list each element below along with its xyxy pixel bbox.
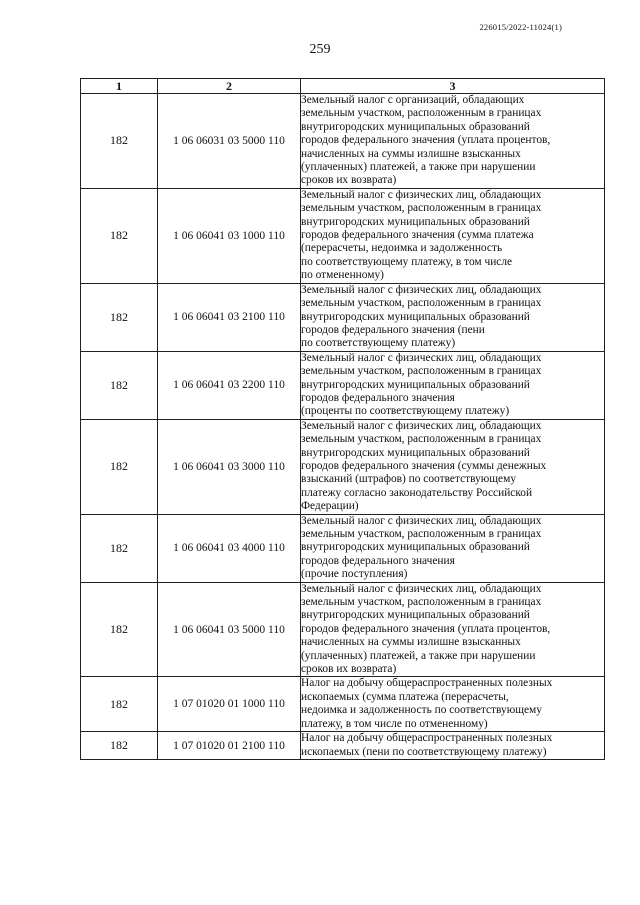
description-line: городов федерального значения <box>301 554 455 567</box>
table-row <box>81 419 605 514</box>
description-line: Налог на добычу общераспространенных полезных <box>301 732 553 745</box>
revenue-description-cell <box>301 351 605 419</box>
description-line: платежу, в том числе по отмененному) <box>301 717 488 730</box>
admin-code-cell: 182 <box>81 188 158 283</box>
description-line: земельным участком, расположенным в границах <box>301 433 542 446</box>
description-line: (прочие поступления) <box>301 568 408 581</box>
description-line: Земельный налог с физических лиц, обладающих <box>301 283 542 296</box>
admin-code-cell: 182 <box>81 94 158 189</box>
description-line: по соответствующему платежу, в том числе <box>301 255 513 268</box>
revenue-description-cell <box>301 94 605 189</box>
admin-code-cell: 182 <box>81 419 158 514</box>
description-line: сроков их возврата) <box>301 663 397 676</box>
description-line: Налог на добычу общераспространенных полезных <box>301 677 553 690</box>
column-header-3: 3 <box>301 79 605 94</box>
revenue-description-cell <box>301 283 605 351</box>
description-line: платежу согласно законодательству Российской <box>301 486 533 499</box>
description-line: Земельный налог с физических лиц, обладающих <box>301 351 542 364</box>
description-line: по соответствующему платежу) <box>301 337 456 350</box>
description-line: городов федерального значения (уплата процентов, <box>301 134 551 147</box>
description-line: Земельный налог с физических лиц, обладающих <box>301 514 542 527</box>
description-line: взысканий (штрафов) по соответствующему <box>301 473 517 486</box>
description-line: земельным участком, расположенным в границах <box>301 107 542 120</box>
description-line: ископаемых (сумма платежа (перерасчеты, <box>301 690 509 703</box>
column-header-2: 2 <box>158 79 301 94</box>
description-line: городов федерального значения <box>301 391 455 404</box>
table-row <box>81 351 605 419</box>
budget-classification-code-cell: 1 06 06041 03 2200 110 <box>158 351 301 419</box>
description-line: Земельный налог с физических лиц, обладающих <box>301 188 542 201</box>
column-header-1: 1 <box>81 79 158 94</box>
revenue-description-cell <box>301 732 605 760</box>
description-line: (перерасчеты, недоимка и задолженность <box>301 242 503 255</box>
page-number: 259 <box>309 42 331 57</box>
revenue-description-cell <box>301 582 605 677</box>
description-line: (уплаченных) платежей, а также при нарушении <box>301 161 536 174</box>
description-line: ископаемых (пени по соответствующему платежу) <box>301 745 547 758</box>
description-line: земельным участком, расположенным в границах <box>301 365 542 378</box>
description-line: земельным участком, расположенным в границах <box>301 528 542 540</box>
budget-codes-table <box>80 78 605 760</box>
table-row <box>81 677 605 732</box>
table-row <box>81 514 605 582</box>
description-line: внутригородских муниципальных образований <box>301 310 530 323</box>
description-line: городов федерального значения (пени <box>301 323 485 336</box>
description-line: недоимка и задолженность по соответствующему <box>301 704 542 717</box>
admin-code-cell: 182 <box>81 514 158 582</box>
description-line: городов федерального значения (суммы денежных <box>301 459 547 472</box>
description-line: сроков их возврата) <box>301 174 397 187</box>
table-row <box>81 283 605 351</box>
description-line: внутригородских муниципальных образований <box>301 446 530 459</box>
budget-classification-code-cell: 1 06 06041 03 3000 110 <box>158 419 301 514</box>
revenue-description-cell <box>301 419 605 514</box>
document-number: 226015/2022-11024(1) <box>479 22 562 32</box>
table-row <box>81 732 605 760</box>
description-line: земельным участком, расположенным в границах <box>301 596 542 609</box>
description-line: внутригородских муниципальных образований <box>301 541 530 554</box>
budget-classification-code-cell: 1 07 01020 01 2100 110 <box>158 732 301 760</box>
description-line: внутригородских муниципальных образований <box>301 120 530 133</box>
description-line: по отмененному) <box>301 269 384 282</box>
description-line: городов федерального значения (сумма платежа <box>301 229 534 242</box>
description-line: земельным участком, расположенным в границах <box>301 297 542 310</box>
revenue-description-cell <box>301 188 605 283</box>
admin-code-cell: 182 <box>81 283 158 351</box>
admin-code-cell: 182 <box>81 582 158 677</box>
budget-classification-code-cell: 1 06 06041 03 5000 110 <box>158 582 301 677</box>
table-row <box>81 582 605 677</box>
description-line: Земельный налог с физических лиц, обладающих <box>301 419 542 432</box>
budget-classification-code-cell: 1 06 06041 03 2100 110 <box>158 283 301 351</box>
description-line: Земельный налог с физических лиц, обладающих <box>301 582 542 595</box>
budget-classification-code-cell: 1 06 06031 03 5000 110 <box>158 94 301 189</box>
admin-code-cell: 182 <box>81 732 158 760</box>
description-line: начисленных на суммы излишне взысканных <box>301 147 521 160</box>
revenue-description-cell <box>301 677 605 732</box>
description-line: внутригородских муниципальных образований <box>301 215 530 228</box>
description-line: внутригородских муниципальных образований <box>301 609 530 622</box>
description-line: начисленных на суммы излишне взысканных <box>301 636 521 649</box>
table-row <box>81 188 605 283</box>
revenue-description-cell <box>301 514 605 582</box>
admin-code-cell: 182 <box>81 677 158 732</box>
description-line: (уплаченных) платежей, а также при нарушении <box>301 649 536 662</box>
admin-code-cell: 182 <box>81 351 158 419</box>
budget-classification-code-cell: 1 07 01020 01 1000 110 <box>158 677 301 732</box>
description-line: земельным участком, расположенным в границах <box>301 202 542 215</box>
description-line: Земельный налог с организаций, обладающих <box>301 94 525 106</box>
budget-classification-code-cell: 1 06 06041 03 4000 110 <box>158 514 301 582</box>
description-line: (проценты по соответствующему платежу) <box>301 405 510 418</box>
description-line: городов федерального значения (уплата процентов, <box>301 622 551 635</box>
description-line: внутригородских муниципальных образований <box>301 378 530 391</box>
budget-classification-code-cell: 1 06 06041 03 1000 110 <box>158 188 301 283</box>
description-line: Федерации) <box>301 500 359 513</box>
table-row <box>81 94 605 189</box>
table-header-row <box>81 79 605 94</box>
